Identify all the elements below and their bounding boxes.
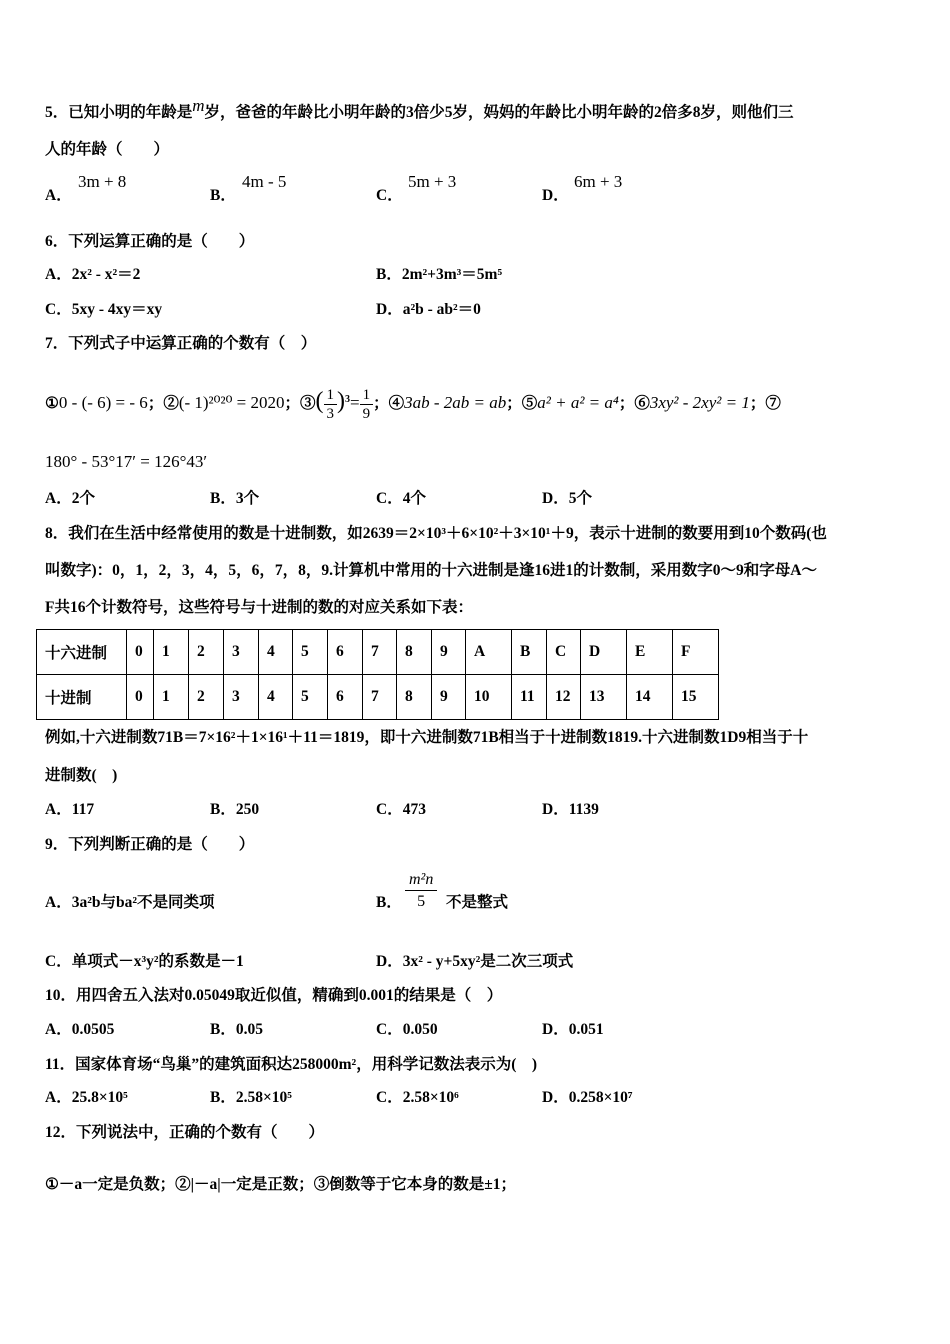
option-text: 250 <box>235 801 260 818</box>
q9-option-b-label[interactable]: B． <box>376 894 402 911</box>
option-label: D． <box>542 187 569 204</box>
q9-option-b-fraction <box>405 870 437 913</box>
q5-option-a[interactable] <box>45 186 72 206</box>
table-cell: F <box>673 630 719 675</box>
q6-option-c[interactable] <box>45 300 162 320</box>
option-text: 2.58×10⁶ <box>402 1089 459 1106</box>
q7-stem: 7．下列式子中运算正确的个数有（ ） <box>45 335 317 352</box>
option-text: 0.05 <box>235 1021 263 1038</box>
q5-option-b-expr: 4m - 5 <box>242 172 287 191</box>
q7-item-7: 180° - 53°17′ = 126°43′ <box>45 452 208 471</box>
table-cell: 13 <box>581 675 627 720</box>
table-cell: 6 <box>328 675 363 720</box>
q10-option-b[interactable] <box>210 1020 263 1040</box>
option-text: 0.0505 <box>71 1021 115 1038</box>
option-label: D． <box>542 1089 569 1106</box>
q7-mark-7: ；⑦ <box>749 395 781 412</box>
option-text: 117 <box>71 801 95 818</box>
q7-item-3-result <box>360 386 374 423</box>
table-cell: 9 <box>432 675 466 720</box>
q9-option-c[interactable]: C．单项式－x³y²的系数是－1 <box>45 953 244 970</box>
q7-mark-6: ；⑥ <box>618 395 650 412</box>
option-label: D． <box>542 801 569 818</box>
row-header-hex: 十六进制 <box>37 630 127 675</box>
table-cell: 3 <box>224 675 259 720</box>
q11-option-d[interactable] <box>542 1088 633 1108</box>
table-cell: 2 <box>189 675 224 720</box>
q5-text-b: 岁，爸爸的年龄比小明年龄的3倍少5岁，妈妈的年龄比小明年龄的2倍多8岁，则他们三 <box>204 104 794 121</box>
q6-stem: 6．下列运算正确的是（ ） <box>45 233 255 250</box>
q9-option-d[interactable]: D．3x² - y+5xy²是二次三项式 <box>376 953 574 970</box>
option-label: C． <box>376 187 403 204</box>
hex-decimal-table <box>36 629 719 720</box>
option-label: B． <box>210 801 236 818</box>
table-cell: 6 <box>328 630 363 675</box>
table-cell: 8 <box>397 675 432 720</box>
q5-option-d[interactable] <box>542 186 569 206</box>
q7-item-4: 3ab - 2ab = ab <box>404 393 507 412</box>
option-text: 25.8×10⁵ <box>71 1089 128 1106</box>
q8-option-d[interactable] <box>542 800 599 820</box>
q7-option-b[interactable] <box>210 489 259 509</box>
option-text: 0.258×10⁷ <box>568 1089 633 1106</box>
table-row <box>37 630 719 675</box>
option-text: 2x² - x²＝2 <box>71 266 141 283</box>
option-label: C． <box>45 301 72 318</box>
q7-option-d[interactable] <box>542 489 592 509</box>
q7-mark-1: ① <box>45 395 59 412</box>
fraction-denominator: 5 <box>417 893 426 910</box>
q7-item-6: 3xy² - 2xy² = 1 <box>649 393 750 412</box>
table-cell: 0 <box>127 630 154 675</box>
q8-option-a[interactable] <box>45 800 94 820</box>
table-cell: 1 <box>154 675 189 720</box>
q8-line3: F共16个计数符号，这些符号与十进制的数的对应关系如下表： <box>45 599 473 616</box>
q7-items-line <box>45 378 781 424</box>
q12-statements: ①－a一定是负数；②|－a|一定是正数；③倒数等于它本身的数是±1； <box>45 1176 516 1193</box>
option-label: A． <box>45 1021 72 1038</box>
q7-item-3-base <box>324 386 338 423</box>
option-label: B． <box>376 266 402 283</box>
table-cell: 5 <box>293 675 328 720</box>
q8-line4: 例如,十六进制数71B＝7×16²＋1×16¹＋11＝1819，即十六进制数71B相当于十进制数1819.十六进制数1D9相当于十 <box>45 729 809 746</box>
option-text: 1139 <box>568 801 599 818</box>
q7-option-c[interactable] <box>376 489 426 509</box>
fraction-denominator: 3 <box>326 405 334 422</box>
q5-stem-line1 <box>45 96 794 123</box>
option-label: C． <box>376 1089 403 1106</box>
option-text: a²b - ab²＝0 <box>402 301 481 318</box>
table-row <box>37 675 719 720</box>
table-cell: 7 <box>363 675 397 720</box>
q5-option-c-expr: 5m + 3 <box>408 172 457 191</box>
option-label: B． <box>210 1021 236 1038</box>
option-text: 0.050 <box>402 1021 438 1038</box>
table-cell: 1 <box>154 630 189 675</box>
table-cell: C <box>547 630 581 675</box>
option-label: B． <box>210 187 236 204</box>
table-cell: 11 <box>512 675 547 720</box>
fraction-numerator: m²n <box>405 870 437 891</box>
option-text: 4个 <box>402 490 426 507</box>
q7-item-1: 0 - (- 6) = - 6 <box>58 393 148 412</box>
option-text: 3个 <box>235 490 260 507</box>
option-text: 2.58×10⁵ <box>235 1089 292 1106</box>
q11-stem: 11．国家体育场“鸟巢”的建筑面积达258000m²，用科学记数法表示为( ) <box>45 1056 538 1073</box>
q12-stem: 12．下列说法中，正确的个数有（ ） <box>45 1124 325 1141</box>
option-text: 5个 <box>568 490 592 507</box>
q7-item-2: (- 1)²⁰²⁰ = 2020 <box>178 393 285 412</box>
option-text: 473 <box>402 801 426 818</box>
option-text: 5xy - 4xy＝xy <box>71 301 163 318</box>
q5-text-a: 5．已知小明的年龄是 <box>45 104 193 121</box>
q5-option-b[interactable] <box>210 186 236 206</box>
table-cell: 15 <box>673 675 719 720</box>
table-cell: 8 <box>397 630 432 675</box>
q7-item-3-exponent: 3 <box>345 393 350 405</box>
option-label: C． <box>376 801 403 818</box>
q7-option-a[interactable] <box>45 489 95 509</box>
table-cell: D <box>581 630 627 675</box>
q5-option-c[interactable] <box>376 186 403 206</box>
q7-item-3-close-paren: ) <box>337 388 345 414</box>
q5-stem-line2: 人的年龄（ ） <box>45 141 170 158</box>
q5-var: m <box>192 96 205 115</box>
q7-item-3-open-paren: ( <box>315 388 324 414</box>
q9-option-b-tail: 不是整式 <box>446 894 509 911</box>
q8-option-c[interactable] <box>376 800 426 820</box>
q11-option-b[interactable] <box>210 1088 292 1108</box>
fraction-numerator: 1 <box>360 386 374 405</box>
q10-option-a[interactable] <box>45 1020 114 1040</box>
q10-option-c[interactable] <box>376 1020 438 1040</box>
q8-line2: 叫数字)：0，1，2，3，4，5，6，7，8，9.计算机中常用的十六进制是逢16进1的计数制，采用数字0～9和字母A～ <box>45 562 817 579</box>
q8-line1: 8．我们在生活中经常使用的数是十进制数，如2639＝2×10³＋6×10²＋3×10¹＋9，表示十进制的数要用到10个数码(也 <box>45 525 827 542</box>
table-cell: 5 <box>293 630 328 675</box>
q8-option-b[interactable] <box>210 800 259 820</box>
q9-stem: 9．下列判断正确的是（ ） <box>45 836 255 853</box>
option-label: C． <box>376 1021 403 1038</box>
q7-mark-5: ；⑤ <box>506 395 538 412</box>
option-label: A． <box>45 490 72 507</box>
q11-option-a[interactable] <box>45 1088 128 1108</box>
option-label: A． <box>45 187 72 204</box>
q7-mark-2: ；② <box>147 395 179 412</box>
option-text: 2m²+3m³＝5m⁵ <box>401 266 503 283</box>
q10-stem: 10．用四舍五入法对0.05049取近似值，精确到0.001的结果是（ ） <box>45 987 503 1004</box>
table-cell: 7 <box>363 630 397 675</box>
option-label: A． <box>45 266 72 283</box>
table-cell: 0 <box>127 675 154 720</box>
table-cell: 12 <box>547 675 581 720</box>
option-label: D． <box>542 490 569 507</box>
option-text: 2个 <box>71 490 95 507</box>
q6-option-d[interactable] <box>376 300 481 320</box>
q6-option-b[interactable] <box>376 265 502 285</box>
q9-option-a[interactable]: A．3a²b与ba²不是同类项 <box>45 894 215 911</box>
q6-option-a[interactable] <box>45 265 140 285</box>
table-cell: B <box>512 630 547 675</box>
q7-item-3-equals: = <box>350 393 360 412</box>
table-cell: 4 <box>259 675 293 720</box>
option-label: A． <box>45 801 72 818</box>
row-header-decimal: 十进制 <box>37 675 127 720</box>
option-text: 0.051 <box>568 1021 604 1038</box>
q7-item-5: a² + a² = a⁴ <box>537 393 619 412</box>
table-cell: 2 <box>189 630 224 675</box>
q7-mark-4: ；④ <box>373 395 405 412</box>
q8-line5: 进制数( ) <box>45 767 118 784</box>
table-cell: E <box>627 630 673 675</box>
option-label: B． <box>210 1089 236 1106</box>
q5-option-a-expr: 3m + 8 <box>78 172 127 191</box>
q10-option-d[interactable] <box>542 1020 604 1040</box>
option-label: D． <box>542 1021 569 1038</box>
option-label: B． <box>210 490 236 507</box>
table-cell: 10 <box>466 675 512 720</box>
q11-option-c[interactable] <box>376 1088 459 1108</box>
q5-option-d-expr: 6m + 3 <box>574 172 623 191</box>
fraction-denominator: 9 <box>362 405 371 422</box>
option-label: D． <box>376 301 403 318</box>
fraction-numerator: 1 <box>324 386 338 405</box>
table-cell: A <box>466 630 512 675</box>
q7-mark-3: ；③ <box>284 395 316 412</box>
table-cell: 4 <box>259 630 293 675</box>
table-cell: 3 <box>224 630 259 675</box>
option-label: C． <box>376 490 403 507</box>
option-label: A． <box>45 1089 72 1106</box>
table-cell: 14 <box>627 675 673 720</box>
table-cell: 9 <box>432 630 466 675</box>
